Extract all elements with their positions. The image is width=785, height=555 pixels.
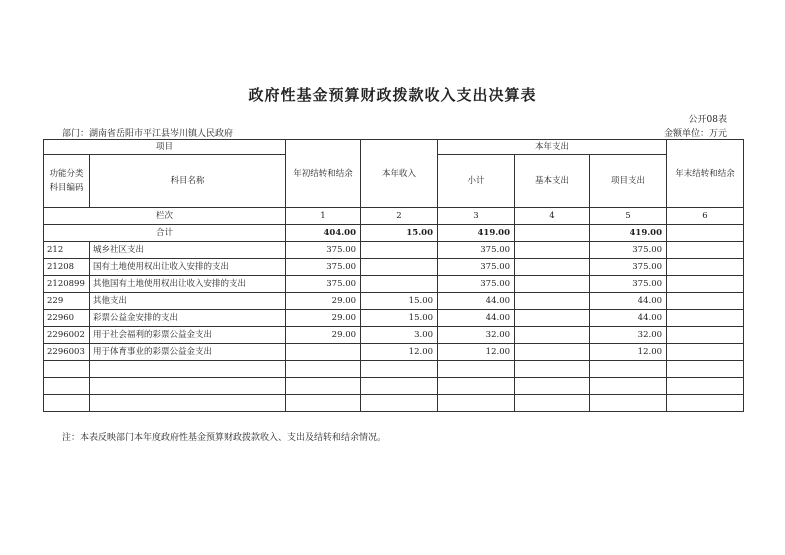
- cell-subtotal: 375.00: [438, 276, 515, 293]
- header-function-code: 功能分类科目编码: [44, 155, 90, 208]
- cell-basic: [515, 378, 590, 395]
- table-row: [44, 310, 744, 327]
- cell-closing: [667, 259, 744, 276]
- column-index-label: 栏次: [44, 208, 286, 225]
- cell-income: [361, 276, 438, 293]
- column-index-1: 1: [286, 208, 361, 225]
- cell-income: 15.00: [361, 293, 438, 310]
- table-row: [44, 361, 744, 378]
- cell-subtotal: [438, 378, 515, 395]
- cell-subtotal: [438, 395, 515, 412]
- cell-project-expense: 12.00: [590, 344, 667, 361]
- cell-basic: [515, 395, 590, 412]
- cell-income: 3.00: [361, 327, 438, 344]
- column-index-row: [44, 208, 744, 225]
- cell-basic: [515, 293, 590, 310]
- cell-opening: 375.00: [286, 259, 361, 276]
- header-subject-name: 科目名称: [90, 155, 286, 208]
- table-row: [44, 259, 744, 276]
- cell-income: 15.00: [361, 310, 438, 327]
- cell-opening: 29.00: [286, 293, 361, 310]
- cell-subtotal: [438, 361, 515, 378]
- header-subtotal: 小计: [438, 155, 515, 208]
- header-current-expense: 本年支出: [438, 140, 667, 155]
- cell-subtotal: 44.00: [438, 310, 515, 327]
- cell-income: [361, 378, 438, 395]
- cell-basic: [515, 276, 590, 293]
- header-current-income: 本年收入: [361, 140, 438, 208]
- table-row: [44, 378, 744, 395]
- cell-code: [44, 395, 90, 412]
- column-index-6: 6: [667, 208, 744, 225]
- fund-budget-table: [43, 139, 744, 412]
- cell-income: [361, 242, 438, 259]
- cell-opening: 375.00: [286, 242, 361, 259]
- cell-income: [361, 361, 438, 378]
- column-index-5: 5: [590, 208, 667, 225]
- footnote: 注：本表反映部门本年度政府性基金预算财政拨款收入、支出及结转和结余情况。: [62, 433, 387, 443]
- cell-basic: [515, 344, 590, 361]
- cell-name: 彩票公益金安排的支出: [90, 310, 286, 327]
- cell-closing: [667, 327, 744, 344]
- cell-closing: [667, 395, 744, 412]
- amount-unit: 金额单位：万元: [663, 129, 727, 139]
- cell-closing: [667, 242, 744, 259]
- cell-name: 用于体育事业的彩票公益金支出: [90, 344, 286, 361]
- cell-name: 其他支出: [90, 293, 286, 310]
- cell-closing: [667, 344, 744, 361]
- table-row: [44, 242, 744, 259]
- cell-name: [90, 378, 286, 395]
- cell-opening: 29.00: [286, 327, 361, 344]
- cell-project-expense: [590, 395, 667, 412]
- total-basic: [515, 225, 590, 242]
- cell-name: 用于社会福利的彩票公益金支出: [90, 327, 286, 344]
- cell-closing: [667, 378, 744, 395]
- header-basic-expense: 基本支出: [515, 155, 590, 208]
- cell-project-expense: 44.00: [590, 293, 667, 310]
- report-title: 政府性基金预算财政拨款收入支出决算表: [248, 86, 537, 104]
- table-row: [44, 276, 744, 293]
- cell-opening: 375.00: [286, 276, 361, 293]
- cell-code: 21208: [44, 259, 90, 276]
- table-row: [44, 344, 744, 361]
- total-closing: [667, 225, 744, 242]
- cell-subtotal: 12.00: [438, 344, 515, 361]
- column-index-3: 3: [438, 208, 515, 225]
- cell-code: [44, 361, 90, 378]
- total-label: 合计: [44, 225, 286, 242]
- header-opening-balance: 年初结转和结余: [286, 140, 361, 208]
- total-project-expense: 419.00: [590, 225, 667, 242]
- total-income: 15.00: [361, 225, 438, 242]
- header-project: 项目: [44, 140, 286, 155]
- cell-code: 2120899: [44, 276, 90, 293]
- cell-income: [361, 259, 438, 276]
- cell-project-expense: 32.00: [590, 327, 667, 344]
- table-row: [44, 293, 744, 310]
- cell-income: [361, 395, 438, 412]
- cell-code: 22960: [44, 310, 90, 327]
- total-opening: 404.00: [286, 225, 361, 242]
- cell-basic: [515, 259, 590, 276]
- cell-project-expense: 44.00: [590, 310, 667, 327]
- cell-opening: 29.00: [286, 310, 361, 327]
- cell-project-expense: 375.00: [590, 242, 667, 259]
- cell-subtotal: 375.00: [438, 242, 515, 259]
- cell-project-expense: [590, 361, 667, 378]
- cell-project-expense: 375.00: [590, 276, 667, 293]
- cell-basic: [515, 361, 590, 378]
- column-index-2: 2: [361, 208, 438, 225]
- cell-basic: [515, 310, 590, 327]
- column-index-4: 4: [515, 208, 590, 225]
- cell-income: 12.00: [361, 344, 438, 361]
- table-row: [44, 327, 744, 344]
- cell-project-expense: [590, 378, 667, 395]
- total-subtotal: 419.00: [438, 225, 515, 242]
- cell-closing: [667, 293, 744, 310]
- cell-basic: [515, 327, 590, 344]
- header-project-expense: 项目支出: [590, 155, 667, 208]
- cell-project-expense: 375.00: [590, 259, 667, 276]
- cell-name: 国有土地使用权出让收入安排的支出: [90, 259, 286, 276]
- cell-opening: [286, 361, 361, 378]
- cell-code: [44, 378, 90, 395]
- cell-name: 城乡社区支出: [90, 242, 286, 259]
- cell-subtotal: 44.00: [438, 293, 515, 310]
- cell-closing: [667, 310, 744, 327]
- header-closing-balance: 年末结转和结余: [667, 140, 744, 208]
- cell-closing: [667, 276, 744, 293]
- cell-subtotal: 375.00: [438, 259, 515, 276]
- table-code: 公开08表: [688, 115, 727, 125]
- cell-closing: [667, 361, 744, 378]
- total-row: [44, 225, 744, 242]
- cell-code: 212: [44, 242, 90, 259]
- cell-opening: [286, 395, 361, 412]
- table-row: [44, 395, 744, 412]
- cell-subtotal: 32.00: [438, 327, 515, 344]
- cell-code: 229: [44, 293, 90, 310]
- cell-opening: [286, 344, 361, 361]
- cell-name: [90, 395, 286, 412]
- cell-basic: [515, 242, 590, 259]
- cell-code: 2296002: [44, 327, 90, 344]
- cell-name: [90, 361, 286, 378]
- cell-name: 其他国有土地使用权出让收入安排的支出: [90, 276, 286, 293]
- department-label: 部门：湖南省岳阳市平江县岑川镇人民政府: [62, 129, 234, 139]
- cell-opening: [286, 378, 361, 395]
- cell-code: 2296003: [44, 344, 90, 361]
